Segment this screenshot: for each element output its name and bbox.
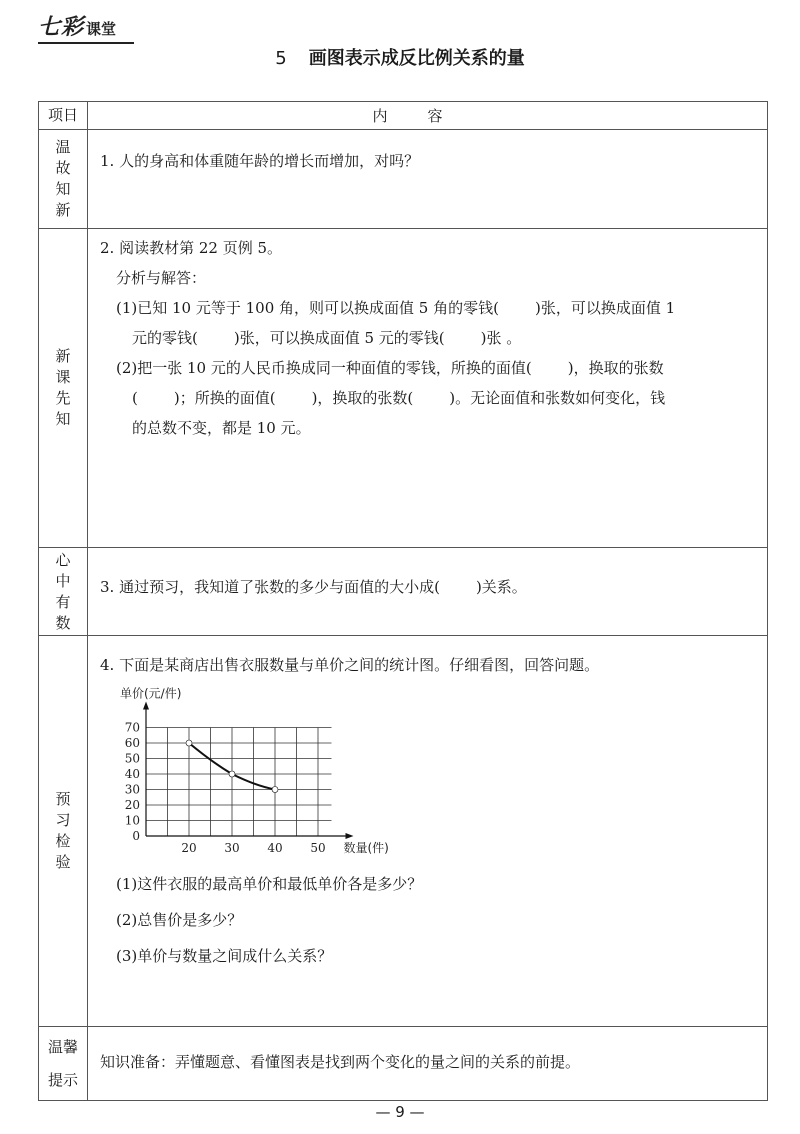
section-content <box>88 130 768 229</box>
col-content-header <box>88 102 768 130</box>
col-content-label: 内容 <box>372 107 483 125</box>
text-segment: )，换取的张数 <box>567 359 664 377</box>
question-4-sub-1: (1)这件衣服的最高单价和最低单价各是多少？ <box>116 875 423 893</box>
y-tick-label: 50 <box>124 751 140 766</box>
x-tick-label: 20 <box>181 841 197 855</box>
x-tick-label: 50 <box>310 841 326 855</box>
text-segment: )；所换的面值( <box>173 389 276 407</box>
price-quantity-chart <box>100 686 767 866</box>
question-4-intro: 4. 下面是某商店出售衣服数量与单价之间的统计图。仔细看图，回答问题。 <box>100 656 600 674</box>
text-segment: )，换取的张数( <box>311 389 414 407</box>
label-char: 故 <box>55 159 71 177</box>
data-point <box>186 740 192 746</box>
label-char: 习 <box>55 811 71 829</box>
section-review <box>39 130 768 229</box>
brand-suffix: 课堂 <box>86 20 117 38</box>
page-number: — 9 — <box>375 1103 425 1121</box>
section-content <box>88 1027 768 1101</box>
data-point <box>229 771 235 777</box>
label-char: 心 <box>55 550 71 569</box>
label-char: 知 <box>55 410 71 428</box>
label-char: 有 <box>55 592 71 611</box>
section-summary <box>39 548 768 636</box>
text-segment: )关系。 <box>475 578 527 596</box>
question-4-sub-3: (3)单价与数量之间成什么关系？ <box>116 947 333 965</box>
question-2-intro: 2. 阅读教材第 22 页例 5。 <box>100 239 283 257</box>
section-content <box>88 636 768 1027</box>
x-axis-label: 数量(件) <box>343 841 389 855</box>
section-content <box>88 229 768 548</box>
text-segment: (1)已知 10 元等于 100 角，则可以换成面值 5 角的零钱( <box>116 299 499 317</box>
label-char: 检 <box>55 832 71 850</box>
question-2-part-2 <box>100 353 767 383</box>
y-tick-label: 10 <box>124 813 140 828</box>
section-label <box>39 130 88 229</box>
label-char: 新 <box>55 201 71 219</box>
y-tick-label: 20 <box>124 798 140 812</box>
label-char: 温馨 <box>47 1037 78 1056</box>
y-axis-arrow <box>143 702 149 710</box>
y-tick-label: 30 <box>124 782 140 797</box>
label-char: 知 <box>55 180 71 198</box>
chart-svg <box>100 686 400 866</box>
brand-logo <box>38 10 116 44</box>
label-char: 提示 <box>47 1070 78 1089</box>
x-tick-label: 40 <box>267 841 283 855</box>
tip-text: 知识准备：弄懂题意、看懂图表是找到两个变化的量之间的关系的前提。 <box>100 1053 581 1071</box>
label-char: 课 <box>55 368 71 386</box>
y-tick-label: 70 <box>124 720 140 735</box>
analysis-label: 分析与解答： <box>116 269 207 287</box>
text-segment: 3. 通过预习，我知道了张数的多少与面值的大小成( <box>100 578 440 596</box>
y-tick-label: 0 <box>132 829 140 843</box>
label-char: 预 <box>55 790 71 808</box>
x-tick-label: 30 <box>224 841 240 855</box>
text-segment: )张，可以换成面值 1 <box>534 299 676 317</box>
text-segment: )。无论面值和张数如何变化，钱 <box>449 389 666 407</box>
question-4-sub-2: (2)总售价是多少？ <box>116 911 243 929</box>
label-char: 中 <box>55 571 71 590</box>
text-segment: )张，可以换成面值 5 元的零钱( <box>233 329 445 347</box>
x-axis-arrow <box>346 833 354 839</box>
text-segment: (2)把一张 10 元的人民币换成同一种面值的零钱，所换的面值( <box>116 359 532 377</box>
label-char: 先 <box>55 389 71 407</box>
question-2-part-1 <box>100 293 767 323</box>
label-char: 数 <box>55 613 71 632</box>
y-tick-label: 60 <box>124 736 140 750</box>
lesson-number: 5 <box>275 48 287 69</box>
section-preview <box>39 229 768 548</box>
y-tick-label: 40 <box>124 767 140 781</box>
worksheet-table <box>38 101 768 1101</box>
label-char: 验 <box>55 853 71 871</box>
question-1: 1. 人的身高和体重随年龄的增长而增加，对吗？ <box>100 152 420 170</box>
data-point <box>272 787 278 793</box>
brand-name: 七彩 <box>38 15 85 40</box>
lesson-title: 画图表示成反比例关系的量 <box>308 48 525 69</box>
section-tip <box>39 1027 768 1101</box>
y-axis-label: 单价(元/件) <box>120 686 182 701</box>
section-content <box>88 548 768 636</box>
page-title <box>0 44 800 70</box>
question-2-part-2-cont <box>100 383 767 413</box>
section-label <box>39 636 88 1027</box>
col-item-header: 项日 <box>39 102 88 130</box>
label-char: 温 <box>55 138 71 156</box>
section-label <box>39 229 88 548</box>
section-label <box>39 548 88 636</box>
table-header-row <box>39 102 768 130</box>
question-3 <box>100 572 767 602</box>
text-segment: )张 。 <box>480 329 522 347</box>
text-segment: ( <box>132 389 138 407</box>
text-segment: 元的零钱( <box>132 329 198 347</box>
label-char: 新 <box>55 347 71 365</box>
question-2-part-1-cont <box>100 323 767 353</box>
question-2-part-2-end: 的总数不变，都是 10 元。 <box>132 419 311 437</box>
section-check <box>39 636 768 1027</box>
section-label <box>39 1027 88 1101</box>
